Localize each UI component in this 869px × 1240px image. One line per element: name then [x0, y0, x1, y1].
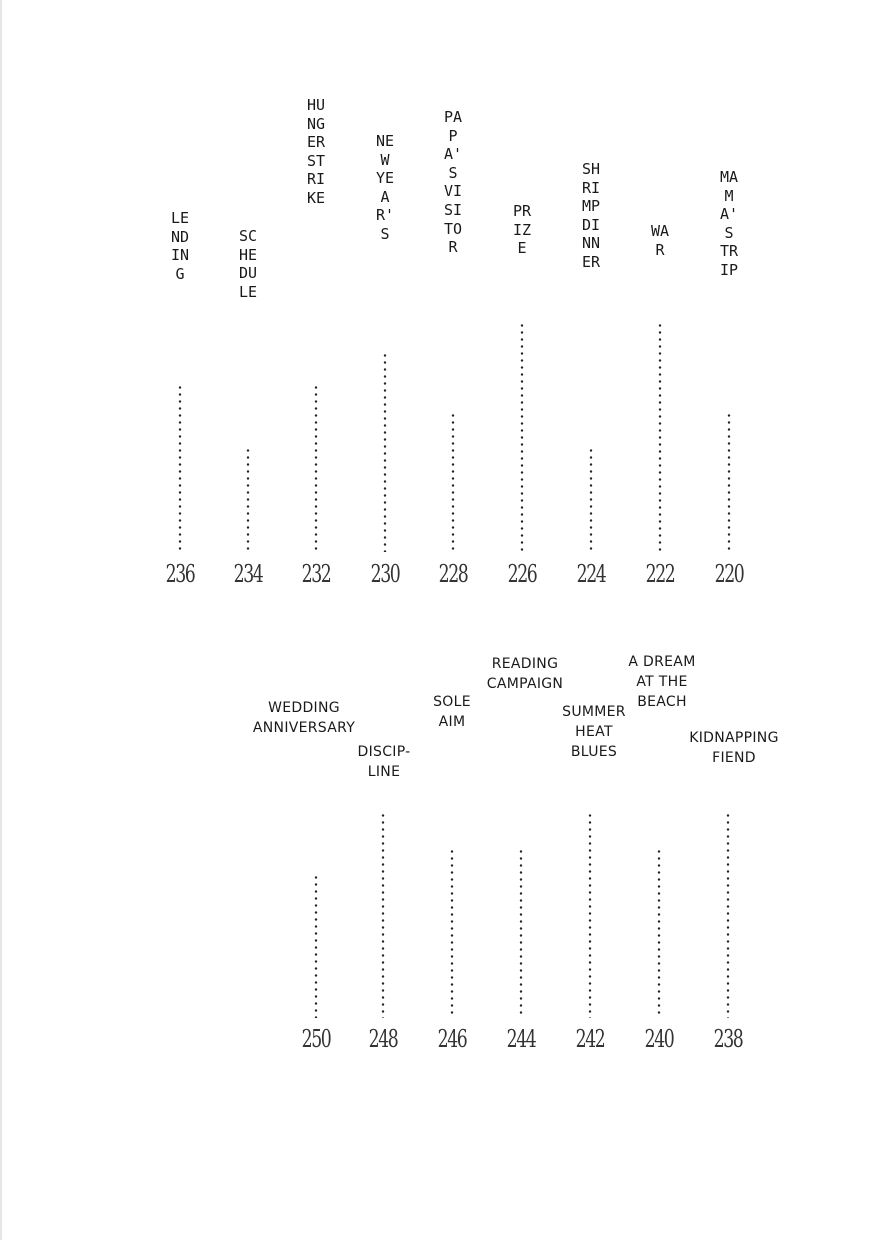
- toc-title: PRIZE: [512, 202, 532, 258]
- page-number: 242: [575, 1025, 605, 1053]
- dot-leader: [590, 447, 593, 552]
- dot-leader: [382, 812, 385, 1018]
- toc-title: KIDNAPPING FIEND: [689, 730, 779, 766]
- toc-entry: [719, 168, 743, 280]
- page-number: 236: [165, 560, 195, 588]
- page-number: 248: [368, 1025, 398, 1053]
- page-number: 224: [576, 560, 606, 588]
- toc-entry: [443, 108, 467, 257]
- page-number: 220: [714, 560, 744, 588]
- toc-title: WEDDING ANNIVERSARY: [252, 700, 356, 736]
- dot-leader: [315, 874, 318, 1018]
- page-edge: [0, 0, 2, 1240]
- toc-title: SHRIMP DINNER: [581, 160, 610, 271]
- toc-title: READING CAMPAIGN: [486, 656, 564, 692]
- toc-title: SCHEDULE: [238, 227, 258, 301]
- dot-leader: [728, 412, 731, 552]
- dot-leader: [727, 812, 730, 1018]
- dot-leader: [384, 352, 387, 552]
- toc-title: SOLE AIM: [433, 694, 471, 730]
- page-number: 238: [713, 1025, 743, 1053]
- toc-title: PAPA'S VISITOR: [443, 108, 467, 257]
- page-number: 240: [644, 1025, 674, 1053]
- toc-entry: [375, 132, 399, 244]
- page-number: 226: [507, 560, 537, 588]
- toc-title: NEW YEAR'S: [375, 132, 399, 243]
- toc-title: WAR: [650, 222, 670, 259]
- page-number: 228: [438, 560, 468, 588]
- page-number: 230: [370, 560, 400, 588]
- page-number: 246: [437, 1025, 467, 1053]
- dot-leader: [659, 322, 662, 552]
- toc-entry: [650, 222, 670, 259]
- toc-title: A DREAM AT THE BEACH: [628, 654, 696, 710]
- toc-title: LENDING: [170, 209, 190, 283]
- dot-leader: [589, 812, 592, 1018]
- dot-leader: [315, 384, 318, 552]
- toc-title: HUNGER STRIKE: [306, 96, 335, 207]
- toc-title: DISCIP- LINE: [357, 744, 411, 780]
- toc-entry: [581, 160, 610, 272]
- dot-leader: [451, 848, 454, 1018]
- page-number: 244: [506, 1025, 536, 1053]
- toc-title: SUMMER HEAT BLUES: [562, 704, 626, 760]
- page-number: 232: [301, 560, 331, 588]
- page-number: 250: [301, 1025, 331, 1053]
- page-number: 234: [233, 560, 263, 588]
- toc-entry: [512, 202, 532, 258]
- page-number: 222: [645, 560, 675, 588]
- dot-leader: [179, 384, 182, 552]
- dot-leader: [520, 848, 523, 1018]
- toc-entry: [306, 96, 335, 208]
- toc-entry: [170, 209, 190, 283]
- dot-leader: [521, 322, 524, 552]
- dot-leader: [247, 447, 250, 552]
- toc-entry: [238, 227, 258, 301]
- toc-title: MAMA'S TRIP: [719, 168, 743, 279]
- dot-leader: [658, 848, 661, 1018]
- dot-leader: [452, 412, 455, 552]
